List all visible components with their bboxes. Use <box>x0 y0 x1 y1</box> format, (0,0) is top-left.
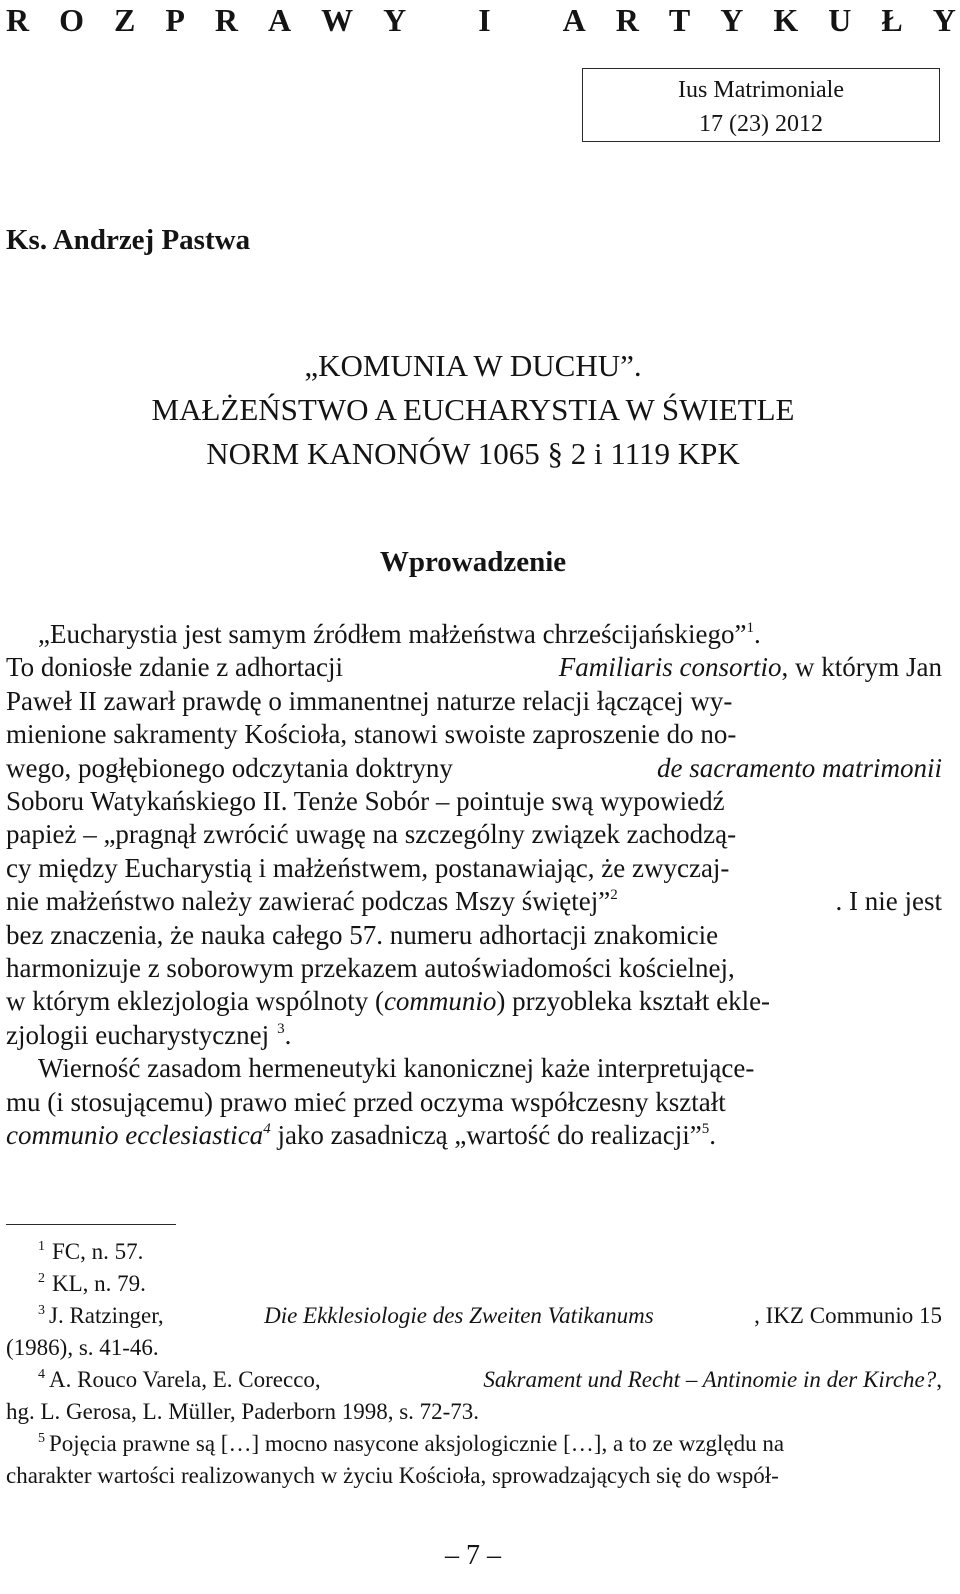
body-line: harmonizuje z soborowym przekazem autoświadomości kościelnej, <box>6 953 735 984</box>
header-letter: A <box>268 2 292 38</box>
footnote-run: $^3$ J. Ratzinger, <box>38 1303 164 1328</box>
body-line <box>6 985 942 1018</box>
header-letter: Z <box>114 2 136 38</box>
title-line-3: NORM KANONÓW 1065 § 2 i 1119 KPK <box>206 436 740 471</box>
footnote-ref: 4 <box>263 1121 271 1138</box>
header-letter: R <box>615 2 639 38</box>
journal-issue: 17 (23) 2012 <box>699 111 823 137</box>
footnote-ref: 1 <box>746 620 754 636</box>
header-letter: Y <box>383 2 407 38</box>
body-run: . I nie jest <box>835 886 942 917</box>
body-line <box>6 885 942 918</box>
body-run: „Eucharystia jest samym źródłem małżeństwa chrześcijańskiego”$^1$. <box>38 619 761 649</box>
body-line <box>6 1019 942 1052</box>
footnote-ref: 3 <box>277 1020 285 1037</box>
body-line <box>6 651 942 684</box>
body-run: To doniosłe zdanie z adhortacji <box>6 652 343 683</box>
section-header <box>6 2 956 39</box>
header-letter: Ł <box>881 2 903 38</box>
body-run-italic: de sacramento matrimonii <box>657 752 942 783</box>
header-letter: Y <box>932 2 956 38</box>
page-number: – 7 – <box>445 1540 501 1571</box>
footnote <box>6 1268 942 1300</box>
journal-name: Ius Matrimoniale <box>678 77 844 103</box>
section-heading: Wprowadzenie <box>379 546 567 578</box>
header-letter: O <box>59 2 84 38</box>
body-line: cy między Eucharystią i małżeństwem, postanawiając, że zwyczaj- <box>6 852 730 883</box>
body-run: Familiaris consortio, w którym Jan <box>558 652 942 683</box>
header-letter: P <box>165 2 185 38</box>
footnote-run: Sakrament und Recht – Antinomie in der Kirche?, <box>483 1367 942 1392</box>
title-line-1: „KOMUNIA W DUCHU”. <box>304 348 642 383</box>
footnote-ref: 5 <box>701 1121 710 1138</box>
header-letter: R <box>214 2 238 38</box>
body-line: mienione sakramenty Kościoła, stanowi swoiste zaproszenie do no- <box>6 719 737 750</box>
footnote-run: , IKZ Communio 15 <box>754 1303 942 1328</box>
body-line: Paweł II zawarł prawdę o immanentnej naturze relacji łączącej wy- <box>6 685 733 716</box>
body-run: communio ecclesiastica$^4$ jako zasadniczą „wartość do realizacji”$^5$. <box>6 1120 716 1151</box>
body-line: bez znaczenia, że nauka całego 57. numeru adhortacji znakomicie <box>6 919 719 950</box>
author-name: Ks. Andrzej Pastwa <box>6 224 251 256</box>
title-line-2: MAŁŻEŃSTWO A EUCHARYSTIA W ŚWIETLE <box>151 392 795 427</box>
body-run: wego, pogłębionego odczytania doktryny <box>6 752 453 783</box>
body-line <box>6 618 942 651</box>
footnote-divider <box>6 1224 176 1225</box>
body-line: Wierność zasadom hermeneutyki kanonicznej każe interpretujące- <box>38 1053 755 1084</box>
body-text <box>6 618 942 1153</box>
footnote-run: $^5$ Pojęcia prawne są […] mocno nasycone aksjologicznie […], a to ze względu na <box>38 1431 785 1456</box>
footnote <box>6 1428 942 1460</box>
header-letter <box>521 2 533 39</box>
body-line: mu (i stosującemu) prawo mieć przed oczyma współczesny kształt <box>6 1086 726 1117</box>
header-letter: Y <box>720 2 744 38</box>
header-letter <box>436 2 448 39</box>
footnote-run: $^4$ A. Rouco Varela, E. Corecco, <box>38 1367 321 1392</box>
header-letter: A <box>562 2 586 38</box>
header-letter: W <box>321 2 354 38</box>
body-line: Soboru Watykańskiego II. Tenże Sobór – pointuje swą wypowiedź <box>6 786 725 817</box>
footnote <box>6 1364 942 1396</box>
footnote-body: $^2$ KL, n. 79. <box>38 1271 146 1296</box>
body-run: zjologii eucharystycznej $^3$. <box>6 1019 292 1050</box>
article-title <box>0 344 946 476</box>
footnote-continuation: hg. L. Gerosa, L. Müller, Paderborn 1998, s. 72-73. <box>6 1399 480 1424</box>
footnote-run-italic: Die Ekklesiologie des Zweiten Vatikanums <box>264 1303 654 1328</box>
header-letter: I <box>478 2 491 38</box>
footnote-continuation: (1986), s. 41-46. <box>6 1335 159 1360</box>
footnote-body: $^1$ FC, n. 57. <box>38 1239 144 1264</box>
header-letter: T <box>668 2 691 38</box>
body-run: w którym eklezjologia wspólnoty (communio) przyobleka kształt ekle- <box>6 986 771 1017</box>
footnote <box>6 1236 942 1268</box>
footnote-continuation: charakter wartości realizowanych w życiu Kościoła, sprowadzających się do współ- <box>6 1463 779 1488</box>
journal-info-box <box>582 68 940 142</box>
footnote-ref: 2 <box>610 887 618 904</box>
body-run: nie małżeństwo należy zawierać podczas Mszy świętej”$^2$ <box>6 886 618 917</box>
header-letter: U <box>828 2 852 38</box>
header-letter: K <box>773 2 799 38</box>
body-line: papież – „pragnął zwrócić uwagę na szczególny związek zachodzą- <box>6 819 737 850</box>
footnote <box>6 1300 942 1332</box>
body-line <box>6 1119 942 1152</box>
footnotes <box>6 1236 942 1492</box>
header-letter: R <box>6 2 30 38</box>
body-line <box>6 752 942 785</box>
